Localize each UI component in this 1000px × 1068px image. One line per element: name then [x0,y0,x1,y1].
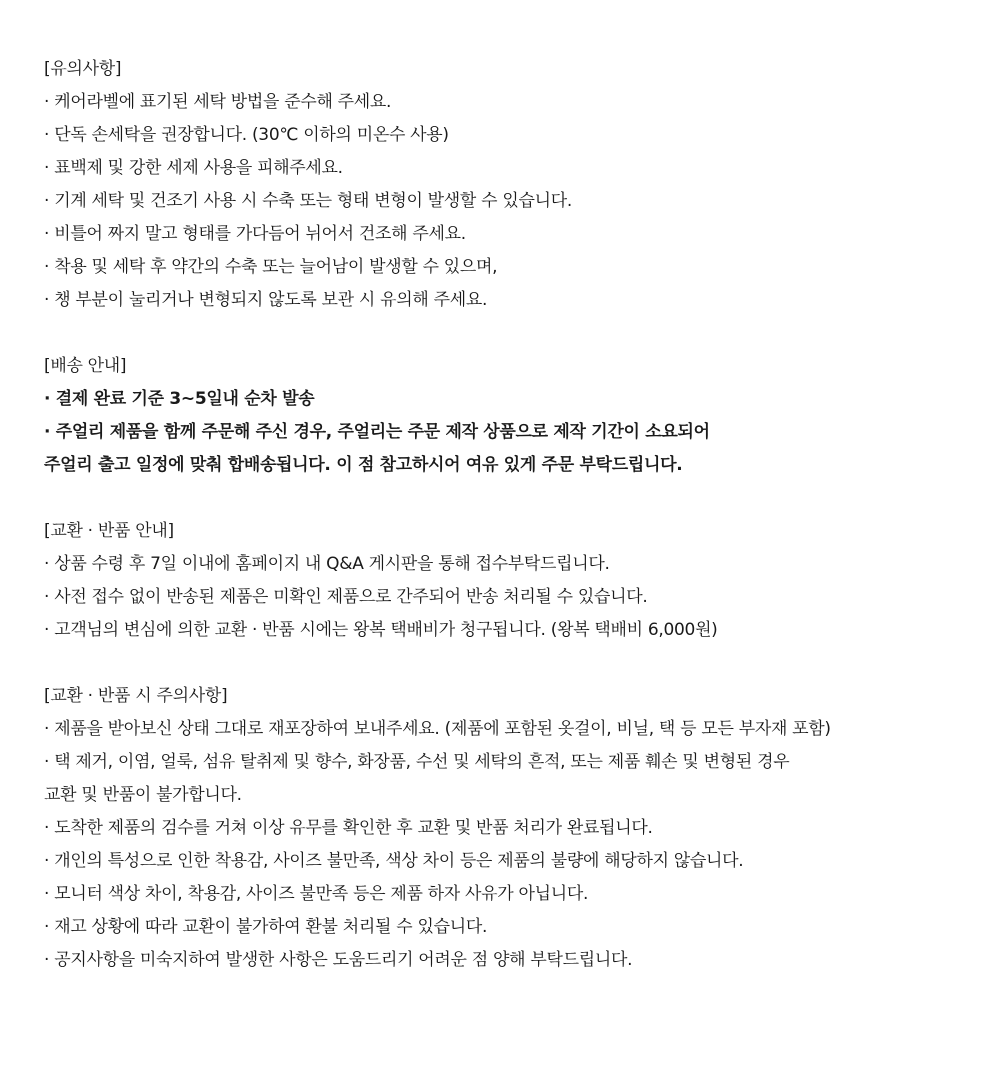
exchange-section [44,515,1000,647]
shipping-heading: [배송 안내] [44,356,127,376]
exchange-heading: [교환 · 반품 안내] [44,521,174,541]
caution-item: · 택 제거, 이염, 얼룩, 섬유 탈취제 및 향수, 화장품, 수선 및 세탁의 흔적, 또는 제품 훼손 및 변형된 경우 [44,752,790,772]
notice-heading: [유의사항] [44,59,122,79]
notice-item: · 비틀어 짜지 말고 형태를 가다듬어 뉘어서 건조해 주세요. [44,224,466,244]
shipping-item: · 주얼리 제품을 함께 주문해 주신 경우, 주얼리는 주문 제작 상품으로 제작 기간이 소요되어 [44,422,710,442]
notice-item: · 착용 및 세탁 후 약간의 수축 또는 늘어남이 발생할 수 있으며, [44,257,498,277]
section-spacer [44,317,1000,350]
caution-item: · 공지사항을 미숙지하여 발생한 사항은 도움드리기 어려운 점 양해 부탁드립니다. [44,950,633,970]
notice-item: · 단독 손세탁을 권장합니다. (30℃ 이하의 미온수 사용) [44,125,449,145]
caution-item: · 제품을 받아보신 상태 그대로 재포장하여 보내주세요. (제품에 포함된 옷걸이, 비닐, 택 등 모든 부자재 포함) [44,719,831,739]
caution-item: · 개인의 특성으로 인한 착용감, 사이즈 불만족, 색상 차이 등은 제품의 불량에 해당하지 않습니다. [44,851,744,871]
caution-heading: [교환 · 반품 시 주의사항] [44,686,228,706]
shipping-item: · 결제 완료 기준 3~5일내 순차 발송 [44,389,315,409]
shipping-section [44,350,1000,482]
notice-item: · 기계 세탁 및 건조기 사용 시 수축 또는 형태 변형이 발생할 수 있습니다. [44,191,572,211]
notice-item: · 표백제 및 강한 세제 사용을 피해주세요. [44,158,343,178]
caution-item: · 도착한 제품의 검수를 거쳐 이상 유무를 확인한 후 교환 및 반품 처리가 완료됩니다. [44,818,653,838]
section-spacer [44,647,1000,680]
section-spacer [44,482,1000,515]
caution-section [44,680,1000,977]
shipping-item: 주얼리 출고 일정에 맞춰 합배송됩니다. 이 점 참고하시어 여유 있게 주문 부탁드립니다. [44,455,683,475]
notice-section [44,53,1000,317]
exchange-item: · 상품 수령 후 7일 이내에 홈페이지 내 Q&A 게시판을 통해 접수부탁드립니다. [44,554,610,574]
exchange-item: · 고객님의 변심에 의한 교환 · 반품 시에는 왕복 택배비가 청구됩니다. (왕복 택배비 6,000원) [44,620,718,640]
caution-item: 교환 및 반품이 불가합니다. [44,785,242,805]
caution-item: · 모니터 색상 차이, 착용감, 사이즈 불만족 등은 제품 하자 사유가 아닙니다. [44,884,589,904]
exchange-item: · 사전 접수 없이 반송된 제품은 미확인 제품으로 간주되어 반송 처리될 수 있습니다. [44,587,648,607]
caution-item: · 재고 상황에 따라 교환이 불가하여 환불 처리될 수 있습니다. [44,917,488,937]
notice-item: · 케어라벨에 표기된 세탁 방법을 준수해 주세요. [44,92,392,112]
notice-item: · 챙 부분이 눌리거나 변형되지 않도록 보관 시 유의해 주세요. [44,290,488,310]
